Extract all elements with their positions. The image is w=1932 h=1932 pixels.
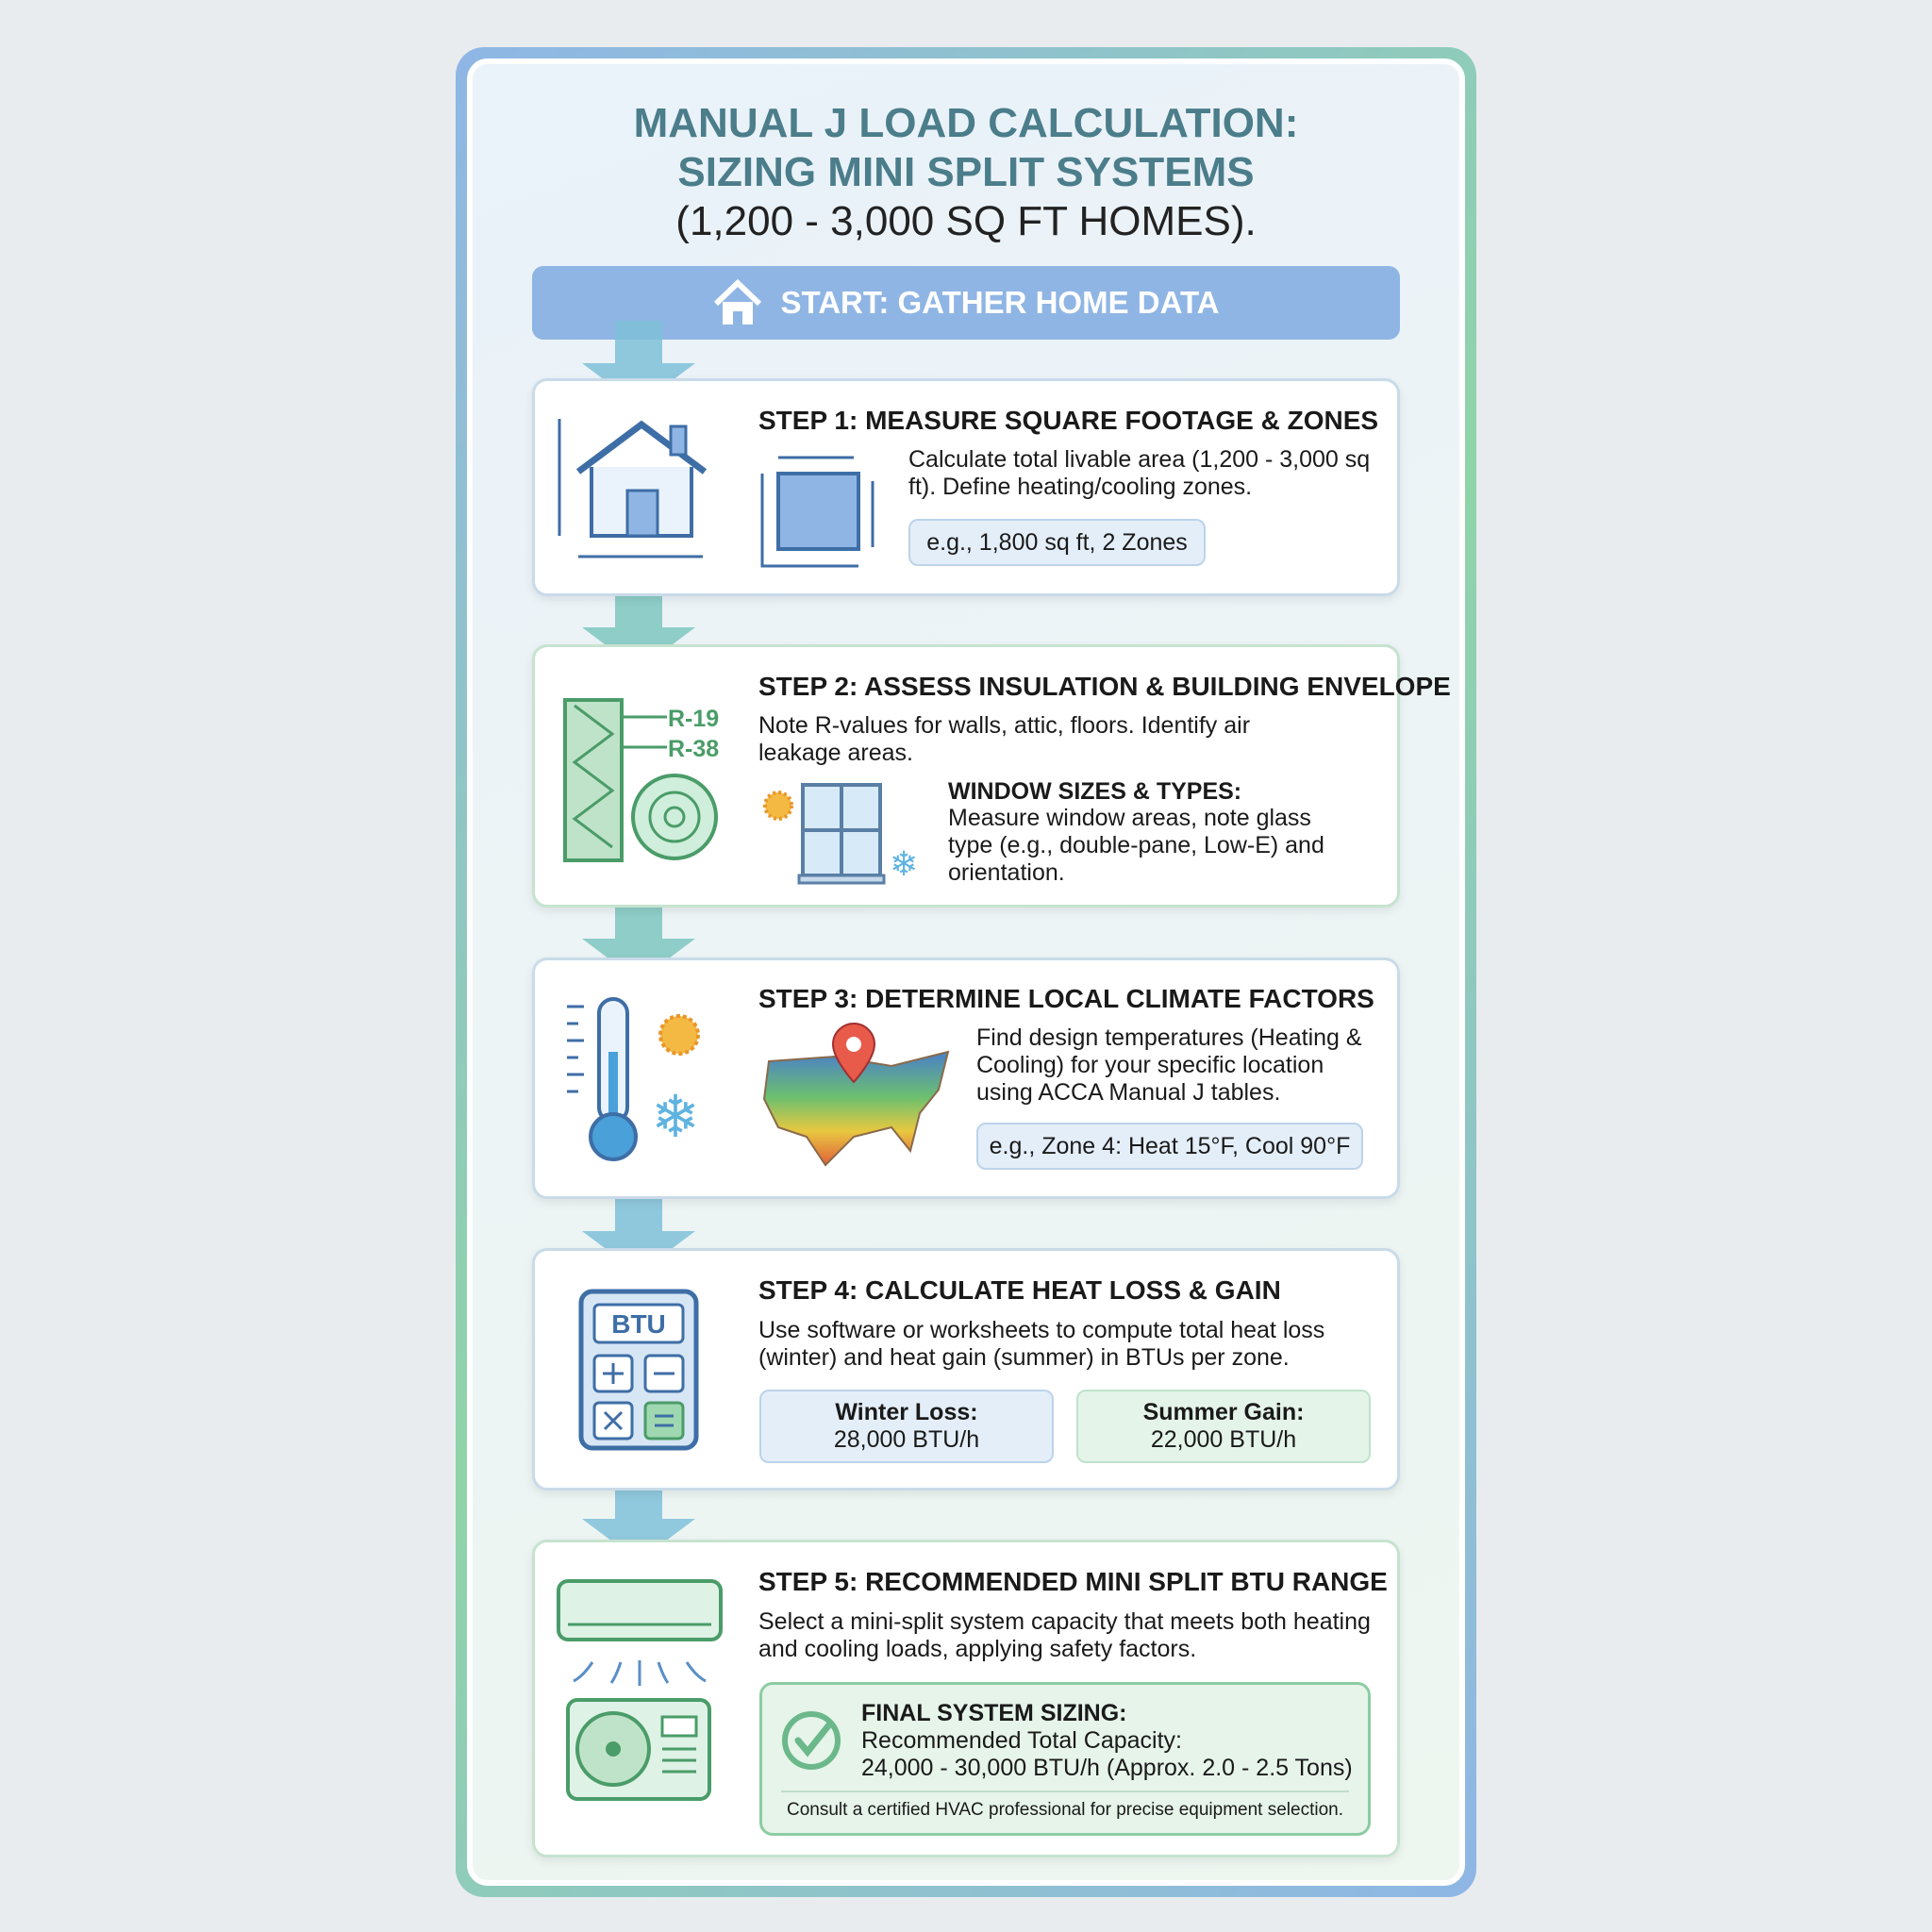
step-2-text: Note R-values for walls, attic, floors. Identify air leakage areas.: [758, 712, 1251, 766]
step-4-text: Use software or worksheets to compute total heat loss (winter) and heat gain (summer) in BTUs per zone.: [758, 1317, 1325, 1371]
final-capacity-label: Recommended Total Capacity:: [861, 1727, 1182, 1754]
final-capacity-value: 24,000 - 30,000 BTU/h (Approx. 2.0 - 2.5 Tons): [861, 1755, 1353, 1781]
summer-value: 22,000 BTU/h: [1150, 1426, 1297, 1453]
step-5-title: STEP 5: RECOMMENDED MINI SPLIT BTU RANGE: [758, 1567, 1388, 1596]
thermometer-climate-icon: [561, 995, 722, 1165]
title-line-1: MANUAL J LOAD CALCULATION:: [633, 100, 1299, 146]
winter-loss-box: [759, 1390, 1054, 1463]
house-icon: [712, 279, 763, 326]
step-1-text: Calculate total livable area (1,200 - 3,000 sq ft). Define heating/cooling zones.: [908, 446, 1371, 500]
step-1-example: e.g., 1,800 sq ft, 2 Zones: [908, 519, 1206, 566]
window-sun-snow-icon: [758, 781, 919, 885]
step-1-title: STEP 1: MEASURE SQUARE FOOTAGE & ZONES: [758, 406, 1379, 435]
summer-label: Summer Gain:: [1142, 1399, 1305, 1425]
windows-text: Measure window areas, note glass type (e.g., double-pane, Low-E) and orientation.: [948, 805, 1324, 886]
step-2-title: STEP 2: ASSESS INSULATION & BUILDING ENVELOPE: [758, 672, 1451, 701]
svg-text:BTU: BTU: [611, 1309, 666, 1339]
check-circle-icon: [779, 1708, 843, 1773]
calculator-icon: [577, 1288, 700, 1453]
svg-text:❄: ❄: [651, 1085, 700, 1150]
divider: [781, 1790, 1349, 1792]
step-3-title: STEP 3: DETERMINE LOCAL CLIMATE FACTORS: [758, 984, 1374, 1013]
house-measure-icon: [552, 415, 712, 566]
r-value-label: R-19: [668, 706, 720, 732]
windows-title: WINDOW SIZES & TYPES:: [948, 778, 1242, 805]
step-5-text: Select a mini-split system capacity that meets both heating and cooling loads, applying safety factors.: [758, 1608, 1371, 1662]
svg-text:❄: ❄: [890, 844, 919, 883]
start-label: START: GATHER HOME DATA: [780, 285, 1220, 320]
summer-gain-box: [1076, 1390, 1371, 1463]
r-value-label: R-38: [668, 736, 720, 762]
mini-split-units-icon: [555, 1577, 724, 1813]
winter-value: 28,000 BTU/h: [833, 1426, 980, 1453]
title-line-2: SIZING MINI SPLIT SYSTEMS: [677, 149, 1255, 195]
winter-label: Winter Loss:: [835, 1399, 978, 1425]
title-line-3: (1,200 - 3,000 SQ FT HOMES).: [675, 198, 1257, 244]
final-sizing-box: [759, 1682, 1371, 1836]
step-4-title: STEP 4: CALCULATE HEAT LOSS & GAIN: [758, 1275, 1281, 1305]
disclaimer-note: Consult a certified HVAC professional for precise equipment selection.: [787, 1800, 1343, 1820]
climate-map-icon: [759, 1024, 958, 1170]
step-3-example: e.g., Zone 4: Heat 15°F, Cool 90°F: [976, 1123, 1363, 1170]
floor-area-icon: [755, 443, 887, 571]
page-title: [456, 99, 1476, 246]
final-title: FINAL SYSTEM SIZING:: [861, 1700, 1127, 1726]
step-3-text: Find design temperatures (Heating & Cooling) for your specific location using ACCA Manual J tables.: [976, 1024, 1362, 1106]
